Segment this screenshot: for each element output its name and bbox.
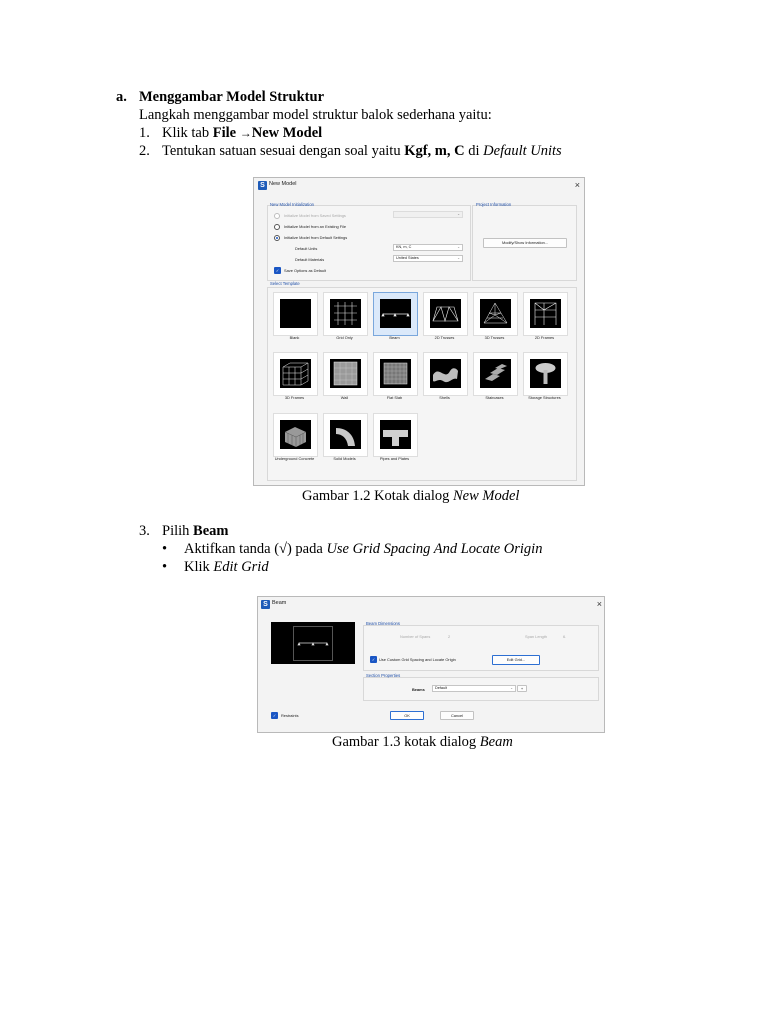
opt-saved-settings-label: Initialize Model from Saved Settings bbox=[284, 213, 346, 218]
flat-slab-thumbnail bbox=[380, 359, 411, 388]
beam-dimensions-group bbox=[363, 625, 599, 671]
add-section-button[interactable]: + bbox=[517, 685, 527, 692]
template-underground-concrete[interactable] bbox=[273, 413, 318, 457]
template-label: 3D Trusses bbox=[484, 335, 505, 340]
template-label: Wall bbox=[340, 395, 349, 400]
template-label: 2D Frames bbox=[534, 335, 555, 340]
default-units-select[interactable]: KN, m, C ⌄ bbox=[393, 244, 463, 251]
solid-models-thumbnail bbox=[330, 420, 361, 449]
template-label: Storage Structures bbox=[528, 395, 561, 400]
template-solid-models[interactable] bbox=[323, 413, 368, 457]
save-options-label: Save Options as Default bbox=[284, 268, 326, 273]
template-label: Underground Concrete bbox=[274, 456, 315, 461]
2d-frames-thumbnail bbox=[530, 299, 561, 328]
app-icon: S bbox=[258, 181, 267, 190]
dialog-titlebar bbox=[254, 178, 584, 192]
close-icon[interactable]: × bbox=[596, 599, 602, 609]
template-label: Pipes and Plates bbox=[379, 456, 410, 461]
bullet-2-text: Klik Edit Grid bbox=[184, 559, 269, 575]
template-label: Beam bbox=[389, 335, 400, 340]
template-blank[interactable] bbox=[273, 292, 318, 336]
template-label: Shells bbox=[439, 395, 450, 400]
saved-settings-select: ⌄ bbox=[393, 211, 463, 218]
blank-thumbnail bbox=[280, 299, 311, 328]
template-staircases[interactable] bbox=[473, 352, 518, 396]
figure-2-caption: Gambar 1.3 kotak dialog Beam bbox=[332, 734, 513, 750]
beam-preview bbox=[271, 622, 355, 664]
wall-thumbnail bbox=[330, 359, 361, 388]
close-icon[interactable]: × bbox=[574, 180, 580, 190]
custom-grid-label: Use Custom Grid Spacing and Locate Origin bbox=[379, 657, 456, 662]
bullet-1-text: Aktifkan tanda (√) pada Use Grid Spacing And Locate Origin bbox=[184, 541, 543, 557]
step-2-number: 2. bbox=[139, 143, 150, 159]
num-spans-value[interactable]: 2 bbox=[448, 634, 451, 639]
beams-select[interactable]: Default ⌄ bbox=[432, 685, 516, 692]
section-heading: Menggambar Model Struktur bbox=[139, 89, 325, 105]
default-materials-select[interactable]: United States ⌄ bbox=[393, 255, 463, 262]
dialog-title: New Model bbox=[269, 181, 297, 187]
span-length-label: Span Length bbox=[525, 634, 548, 639]
template-label: Flat Slab bbox=[386, 395, 403, 400]
storage-structures-thumbnail bbox=[530, 359, 561, 388]
step-2-text: Tentukan satuan sesuai dengan soal yaitu Kgf, m, C di Default Units bbox=[162, 143, 562, 159]
modify-show-information-button[interactable]: Modify/Show Information... bbox=[483, 238, 567, 248]
ok-button[interactable]: OK bbox=[390, 711, 424, 720]
template-wall[interactable] bbox=[323, 352, 368, 396]
dialog-titlebar bbox=[258, 597, 604, 611]
template-label: 3D Frames bbox=[284, 395, 305, 400]
grid-only-thumbnail bbox=[330, 299, 361, 328]
beam-dimensions-title: Beam Dimensions bbox=[366, 621, 400, 626]
intro-text: Langkah menggambar model struktur balok sederhana yaitu: bbox=[139, 107, 492, 123]
template-flat-slab[interactable] bbox=[373, 352, 418, 396]
template-label: Staircases bbox=[485, 395, 504, 400]
edit-grid-button[interactable]: Edit Grid... bbox=[492, 655, 540, 665]
cancel-button[interactable]: Cancel bbox=[440, 711, 474, 720]
template-label: Blank bbox=[289, 335, 300, 340]
template-3d-frames[interactable] bbox=[273, 352, 318, 396]
2d-trusses-thumbnail bbox=[430, 299, 461, 328]
3d-frames-thumbnail bbox=[280, 359, 311, 388]
3d-trusses-thumbnail bbox=[480, 299, 511, 328]
template-label: Grid Only bbox=[336, 335, 353, 340]
restraints-label: Restraints bbox=[281, 713, 299, 718]
template-label: 2D Trusses bbox=[434, 335, 455, 340]
step-1-text: Klik tab File →New Model bbox=[162, 125, 323, 141]
template-pipes-and-plates[interactable] bbox=[373, 413, 418, 457]
template-group-title: Select Template bbox=[270, 281, 300, 286]
restraints-checkbox[interactable]: ✓ bbox=[272, 713, 277, 718]
underground-concrete-thumbnail bbox=[280, 420, 311, 449]
template-grid-only[interactable] bbox=[323, 292, 368, 336]
num-spans-label: Number of Spans bbox=[400, 634, 431, 639]
step-3-text: Pilih Beam bbox=[162, 523, 229, 539]
step-3-number: 3. bbox=[139, 523, 150, 539]
bullet-icon: • bbox=[162, 541, 168, 557]
opt-existing-file-label: Initialize Model from an Existing File bbox=[284, 224, 347, 229]
figure-1-caption: Gambar 1.2 Kotak dialog New Model bbox=[302, 488, 520, 504]
beam-thumbnail bbox=[380, 299, 411, 328]
section-marker: a. bbox=[116, 89, 127, 105]
radio-default-settings[interactable] bbox=[274, 235, 280, 241]
new-model-dialog bbox=[253, 177, 585, 486]
section-properties-title: Section Properties bbox=[366, 673, 401, 678]
staircases-thumbnail bbox=[480, 359, 511, 388]
init-group-title: New Model Initialization bbox=[270, 202, 314, 207]
default-materials-label: Default Materials bbox=[295, 257, 325, 262]
bullet-icon: • bbox=[162, 559, 168, 575]
beam-dialog bbox=[257, 596, 605, 733]
radio-existing-file[interactable] bbox=[274, 224, 280, 230]
radio-saved-settings[interactable] bbox=[274, 213, 280, 219]
custom-grid-checkbox[interactable]: ✓ bbox=[371, 657, 376, 662]
step-1-number: 1. bbox=[139, 125, 150, 141]
template-3d-trusses[interactable] bbox=[473, 292, 518, 336]
default-units-label: Default Units bbox=[295, 246, 318, 251]
opt-default-settings-label: Initialize Model from Default Settings bbox=[284, 235, 348, 240]
project-group-title: Project Information bbox=[476, 202, 512, 207]
app-icon: S bbox=[261, 600, 270, 609]
template-2d-trusses[interactable] bbox=[423, 292, 468, 336]
template-shells[interactable] bbox=[423, 352, 468, 396]
template-2d-frames[interactable] bbox=[523, 292, 568, 336]
pipes-and-plates-thumbnail bbox=[380, 420, 411, 449]
beams-label: Beams bbox=[412, 687, 425, 692]
shells-thumbnail bbox=[430, 359, 461, 388]
dialog-title: Beam bbox=[272, 600, 287, 606]
span-length-value[interactable]: 6. bbox=[563, 634, 567, 639]
save-options-checkbox[interactable]: ✓ bbox=[275, 268, 280, 273]
template-storage-structures[interactable] bbox=[523, 352, 568, 396]
template-beam[interactable] bbox=[373, 292, 418, 336]
template-label: Solid Models bbox=[333, 456, 356, 461]
